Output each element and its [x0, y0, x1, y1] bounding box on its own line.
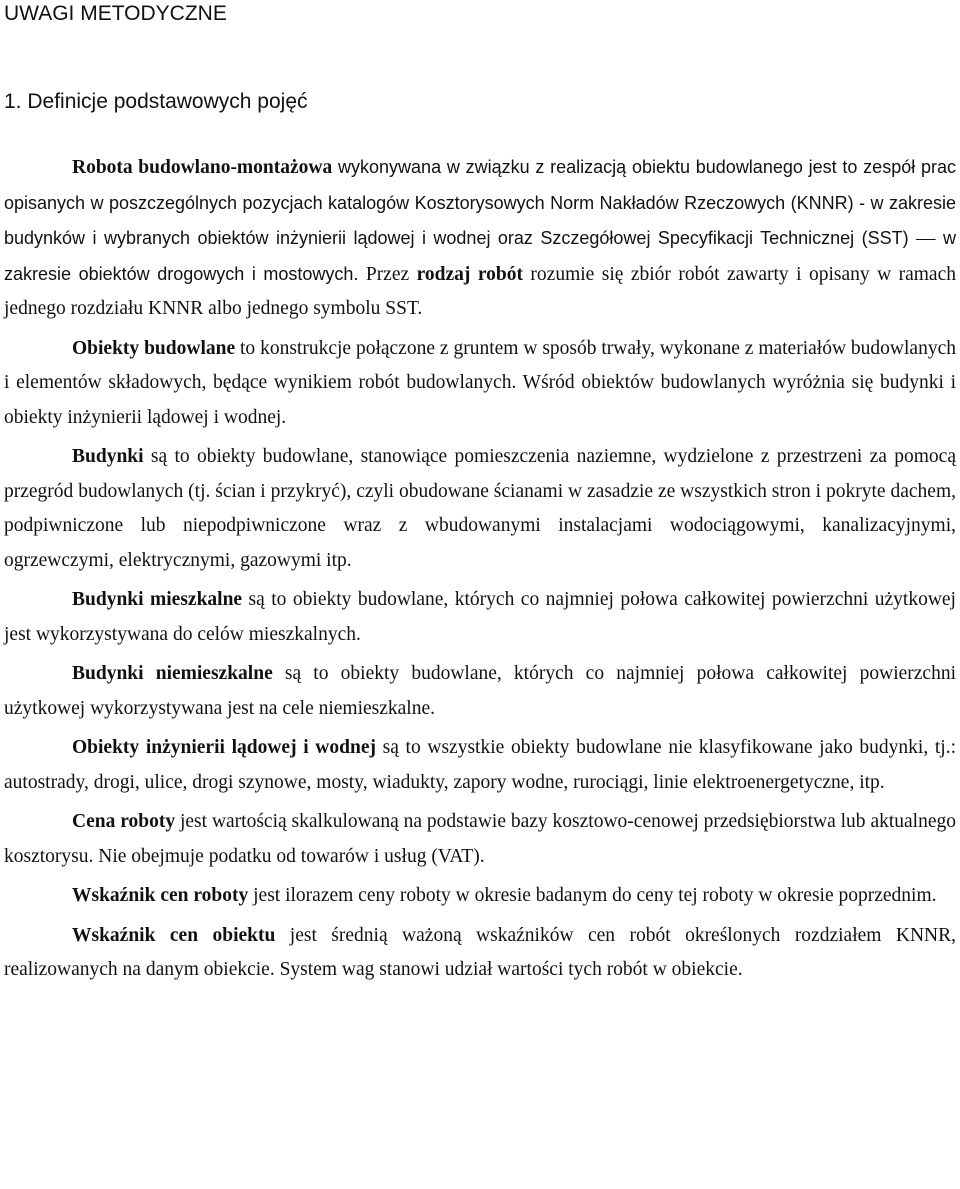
paragraph-niemieszkalne — [4, 657, 956, 726]
term-wskaznik-robot: Wskaźnik cen roboty — [72, 885, 249, 906]
text-robota-3: Przez — [358, 263, 417, 285]
text-wskaznik-obiektu: jest średnią ważoną wskaźników cen robót określonych rozdziałem KNNR, realizowanych na danym obiekcie. System wag stanowi udział wartości tych robót w obiekcie. — [4, 924, 957, 980]
term-niemieszkalne: Budynki niemieszkalne — [72, 663, 273, 684]
term-budynki: Budynki — [72, 446, 144, 467]
term-obiekty: Obiekty budowlane — [72, 337, 236, 359]
paragraph-mieszkalne — [4, 583, 956, 652]
term-cena: Cena roboty — [72, 811, 176, 832]
text-robota-1: wykonywana w związku z realizacją obiektu budowlanego jest to zespół prac opisanych w poszczególnych pozycjach katalogów Kosztorysowych Norm Nakładów Rzeczowych (KNNR) - w zakresie budynków i wybranych obiektów inżynierii lądowej i wodnej oraz Szczegółowej Specyfikacji Technicznej (SST) — [4, 157, 956, 248]
definitions-body — [4, 150, 956, 988]
paragraph-cena — [4, 805, 956, 874]
text-mieszkalne: są to obiekty budowlane, których co najmniej połowa całkowitej powierzchni użytkowej jest wykorzystywana do celów mieszkalnych. — [4, 589, 956, 645]
dash-glyph: ― — [916, 228, 936, 249]
text-obiekty: to konstrukcje połączone z gruntem w sposób trwały, wykonane z materiałów budowlanych i elementów składowych, będące wynikiem robót budowlanych. Wśród obiektów budowlanych wyróżnia się budynki i obiekty inżynierii lądowej i wodnej. — [4, 337, 956, 428]
term-rodzaj-robot: rodzaj robót — [416, 263, 523, 285]
document-title: UWAGI METODYCZNE — [4, 2, 227, 25]
text-robota-4: rozumie się zbiór robót zawarty i opisany w ramach jednego rozdziału KNNR albo jednego symbolu SST. — [4, 263, 956, 319]
term-wskaznik-obiektu: Wskaźnik cen obiektu — [72, 924, 276, 946]
text-niemieszkalne: są to obiekty budowlane, których co najmniej połowa całkowitej powierzchni użytkowej wykorzystywana jest na cele niemieszkalne. — [4, 663, 956, 719]
term-inzynierii: Obiekty inżynierii lądowej i wodnej — [72, 737, 376, 758]
term-robota: Robota budowlano-montażowa — [72, 157, 333, 178]
term-mieszkalne: Budynki mieszkalne — [72, 589, 243, 610]
paragraph-obiekty — [4, 332, 956, 436]
section-heading: 1. Definicje podstawowych pojęć — [4, 90, 308, 113]
paragraph-robota — [4, 150, 956, 327]
paragraph-inzynierii — [4, 731, 956, 800]
text-wskaznik-robot: jest ilorazem ceny roboty w okresie badanym do ceny tej roboty w okresie poprzednim. — [248, 885, 937, 906]
paragraph-budynki — [4, 440, 956, 578]
text-cena: jest wartością skalkulowaną na podstawie bazy kosztowo-cenowej przedsiębiorstwa lub aktualnego kosztorysu. Nie obejmuje podatku od towarów i usług (VAT). — [4, 811, 956, 867]
paragraph-wskaznik-robot — [4, 879, 956, 914]
text-inzynierii: są to wszystkie obiekty budowlane nie klasyfikowane jako budynki, tj.: autostrady, drogi, ulice, drogi szynowe, mosty, wiadukty, zapory wodne, rurociągi, linie elektroenergetyczne, itp. — [4, 737, 956, 793]
paragraph-wskaznik-obiektu — [4, 919, 956, 988]
text-budynki: są to obiekty budowlane, stanowiące pomieszczenia naziemne, wydzielone z przestrzeni za pomocą przegród budowlanych (tj. ścian i przykryć), czyli obudowane ścianami w zasadzie ze wszystkich stron i pokryte dachem, podpiwniczone lub niepodpiwniczone wraz z wbudowanymi instalacjami wodociągowymi, kanalizacyjnymi, ogrzewczymi, elektrycznymi, gazowymi itp. — [4, 446, 956, 571]
text-robota-2: w zakresie obiektów drogowych i mostowych. — [4, 228, 957, 284]
